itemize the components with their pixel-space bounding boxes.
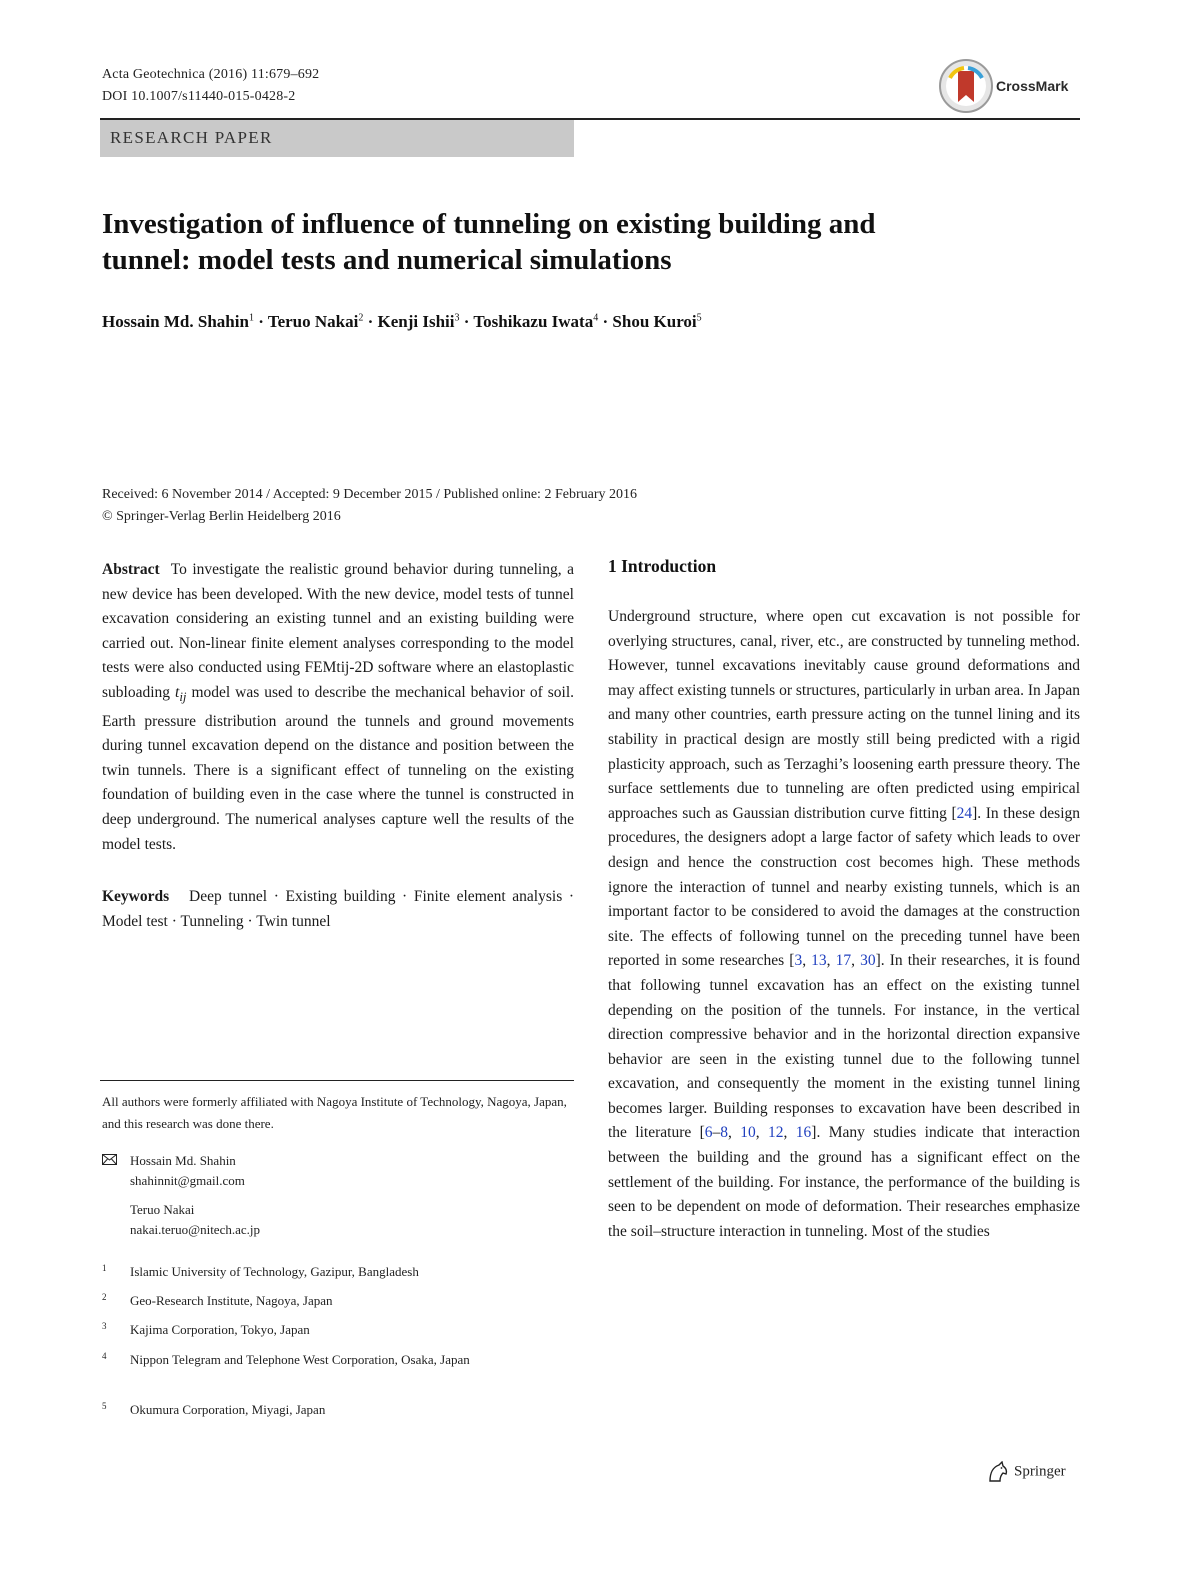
envelope-icon	[102, 1154, 117, 1165]
abstract-text-part-1: To investigate the realistic ground behavior during tunneling, a new device has been developed. With the new device, model tests of tunnel excavation considering an existing tunnel and an existing building were carried out. Non-linear finite element analyses corresponding to the model tests were also conducted using FEMtij-2D software where an elastoplastic subloading	[102, 561, 575, 701]
citation-link[interactable]: 30	[860, 952, 876, 970]
contact-name: Teruo Nakai	[130, 1202, 195, 1217]
introduction-text: ,	[826, 952, 836, 970]
citation-link[interactable]: 17	[835, 952, 852, 970]
author-name[interactable]: Teruo Nakai	[267, 312, 359, 331]
affiliation-number: 2	[102, 1292, 107, 1302]
affiliation-divider	[100, 1080, 574, 1081]
publisher-name: Springer	[1014, 1463, 1066, 1480]
author-name[interactable]: Hossain Md. Shahin	[102, 312, 249, 331]
contact-entry	[130, 1200, 260, 1240]
contact-name: Hossain Md. Shahin	[130, 1153, 236, 1168]
affiliation-text: Geo-Research Institute, Nagoya, Japan	[130, 1293, 333, 1308]
left-column	[102, 558, 574, 934]
author-affiliation-mark: 3	[454, 312, 460, 324]
introduction-text: ,	[755, 1124, 769, 1142]
publication-dates	[102, 484, 637, 528]
citation-link[interactable]: 8	[720, 1124, 729, 1142]
citation-link[interactable]: 16	[795, 1124, 812, 1142]
tij-symbol	[175, 683, 187, 705]
citation-link[interactable]: 6	[704, 1124, 713, 1142]
abstract	[102, 558, 574, 857]
affiliation-number: 1	[102, 1263, 107, 1273]
citation-link[interactable]: 13	[811, 952, 827, 970]
introduction-text: ,	[802, 952, 812, 970]
section-band	[100, 120, 574, 157]
author-name[interactable]: Shou Kuroi	[612, 312, 697, 331]
introduction-text: ]. Many studies indicate that interaction between the building and the ground has a significant effect on the settlement of the building. For instance, the performance of the building is seen to be dependent on mode of deformation. Their researches emphasize the soil–structure interaction in tunneling. Most of the studies	[608, 1124, 1080, 1240]
author-separator: ·	[459, 312, 474, 331]
introduction-text: ,	[851, 952, 861, 970]
affiliation-note: All authors were formerly affiliated with Nagoya Institute of Technology, Nagoya, Japan, and this research was done there.	[102, 1094, 567, 1131]
keywords-label: Keywords	[102, 888, 170, 906]
affiliation-number: 4	[102, 1351, 107, 1361]
author-affiliation-mark: 1	[248, 312, 254, 324]
doi[interactable]: DOI 10.1007/s11440-015-0428-2	[102, 89, 296, 104]
introduction-text: ]. In their researches, it is found that following tunnel excavation has an effect on the existing tunnel depending on the position of the tunnels. For instance, in the vertical direction compressive behavior and in the horizontal direction expansive behavior are seen in the existing tunnel due to the following tunnel excavation, and consequently the moment in the existing tunnel lining becomes larger. Building responses to excavation have been described in the literature [	[608, 952, 1080, 1142]
crossmark-icon	[938, 58, 994, 114]
affiliation-text: Kajima Corporation, Tokyo, Japan	[130, 1322, 310, 1337]
journal-citation: Acta Geotechnica (2016) 11:679–692	[102, 67, 320, 82]
author-affiliation-mark: 5	[696, 312, 702, 324]
citation-link[interactable]: 10	[740, 1124, 756, 1142]
author-name[interactable]: Kenji Ishii	[377, 312, 455, 331]
abstract-label: Abstract	[102, 561, 160, 578]
introduction-text: ]. In these design procedures, the designers adopt a large factor of safety which leads to over design and hence the construction cost becomes high. These methods ignore the interaction of tunnel and nearby existing tunnels, which is an important factor to be considered to avoid the damages at the construction site. The effects of following tunnel on the preceding tunnel have been reported in some researches [	[608, 804, 1080, 970]
citation-link[interactable]: 24	[956, 804, 973, 822]
affiliation-number: 3	[102, 1321, 107, 1331]
right-column	[608, 556, 1080, 1244]
author-separator: ·	[598, 312, 613, 331]
keywords-text: Deep tunnel · Existing building · Finite element analysis · Model test · Tunneling · Twin tunnel	[102, 888, 575, 930]
author-separator: ·	[363, 312, 378, 331]
introduction-text: –	[712, 1124, 721, 1142]
publisher-footer	[986, 1461, 1066, 1483]
introduction-text: Underground structure, where open cut excavation is not possible for overlying structures, canal, river, etc., are constructed by tunneling method. However, tunnel excavations inevitably cause ground deformations and may affect existing tunnels or structures, particularly in urban area. In Japan and many other countries, earth pressure acting on the tunnel lining and its stability in practical design are mostly still being predicted with a rigid plasticity approach, such as Terzaghi’s loosening earth pressure theory. The surface settlements due to tunneling are often predicted using empirical approaches such as Gaussian distribution curve fitting [	[608, 608, 1080, 822]
author-affiliation-mark: 2	[358, 312, 364, 324]
copyright-line: © Springer-Verlag Berlin Heidelberg 2016	[102, 509, 341, 524]
affiliation-text: Nippon Telegram and Telephone West Corporation, Osaka, Japan	[130, 1352, 470, 1367]
author-separator: ·	[253, 312, 268, 331]
introduction-text: ,	[728, 1124, 741, 1142]
contact-email[interactable]: nakai.teruo@nitech.ac.jp	[130, 1222, 260, 1237]
tij-base: t	[175, 683, 180, 701]
springer-horse-icon	[986, 1461, 1010, 1483]
journal-info	[102, 64, 319, 108]
introduction-body	[608, 605, 1080, 1244]
introduction-text: ,	[783, 1124, 796, 1142]
citation-link[interactable]: 12	[768, 1124, 784, 1142]
abstract-text-part-2: model was used to describe the mechanical behavior of soil. Earth pressure distribution around the tunnels and ground movements during tunnel excavation depend on the distance and position between the twin tunnels. There is a significant effect of tunneling on the existing foundation of building even in the case where the tunnel is constructed in deep underground. The numerical analyses capture well the results of the model tests.	[102, 683, 574, 853]
contact-entry	[130, 1151, 245, 1191]
section-label: RESEARCH PAPER	[110, 128, 273, 147]
citation-link[interactable]: 3	[794, 952, 803, 970]
crossmark-label: CrossMark	[996, 78, 1069, 94]
author-affiliation-mark: 4	[593, 312, 599, 324]
crossmark-badge[interactable]	[938, 58, 1078, 118]
affiliation-text: Islamic University of Technology, Gazipur, Bangladesh	[130, 1264, 419, 1279]
keywords	[102, 885, 574, 934]
introduction-heading: 1 Introduction	[608, 556, 717, 576]
dates-line: Received: 6 November 2014 / Accepted: 9 December 2015 / Published online: 2 February 2016	[102, 487, 637, 502]
affiliation-number: 5	[102, 1401, 107, 1411]
article-title: Investigation of influence of tunneling on existing building and tunnel: model tests and numerical simulations	[102, 208, 876, 276]
tij-subscript: ij	[179, 689, 187, 705]
author-list	[102, 312, 702, 332]
contact-email[interactable]: shahinnit@gmail.com	[130, 1173, 245, 1188]
affiliation-text: Okumura Corporation, Miyagi, Japan	[130, 1402, 326, 1417]
author-name[interactable]: Toshikazu Iwata	[473, 312, 594, 331]
